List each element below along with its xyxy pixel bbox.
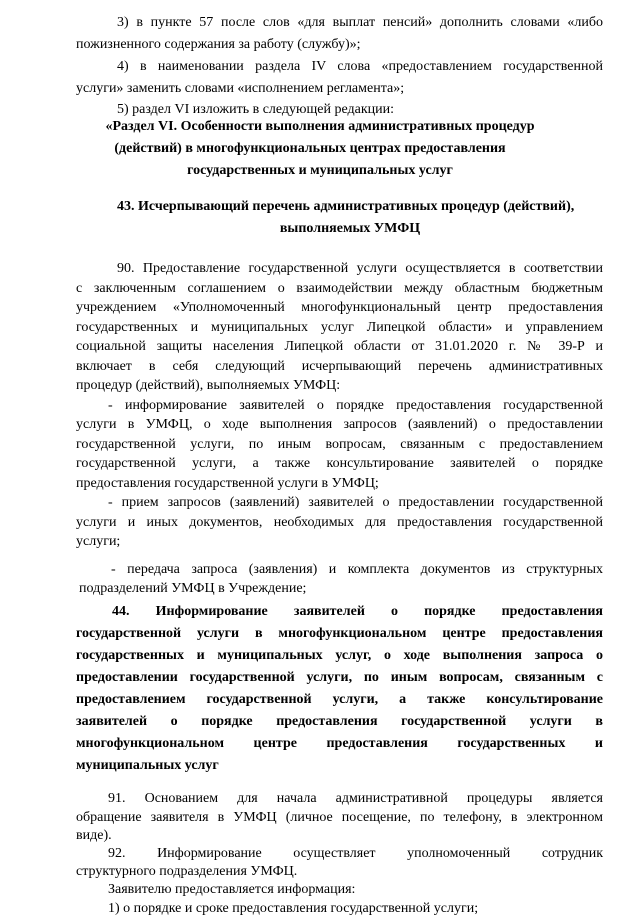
section-heading-line: (действий) в многофункциональных центрах предоставления [114,141,506,156]
section-heading-line: «Раздел VI. Особенности выполнения административных процедур [105,119,535,134]
document-page: 3) в пункте 57 после слов «для выплат пенсий» дополнить словами «либо пожизненного содержания за работу (службу)»; 4) в наименовании раздела IV слова «предоставлением государственной услуги» заменить словами «исполнением регламента»; 5) раздел VI изложить в следующей редакции: «Раздел VI. Особенности выполнения административных процедур (действий) в многофункциональных центрах предоставления государственных и муниципальных услуг 43. Исчерпывающий перечень административных процедур (действий), выполняемых УМФЦ 90. Предоставление государственной услуги осуществляется в соответствии с заключенным соглашением о взаимодействии между областным бюджетным учреждением «Уполномоченный многофункциональный центр предоставления государственных и муниципальных услуг Липецкой области» и управлением социальной защиты населения Липецкой области от 31.01.2020 г. № 39-Р и включает в себя следующий исчерпывающий перечень административных процедур (действий), выполняемых УМФЦ: - информирование заявителей о порядке предоставления государственной услуги в УМФЦ, о ходе выполнения запросов (заявлений) о предоставлении государственной услуги, по иным вопросам, связанным с предоставлением государственной услуги, а также консультирование заявителей о порядке предоставления государственной услуги в УМФЦ; - прием запросов (заявлений) заявителей о предоставлении государственной услуги и иных документов, необходимых для предоставления государственной услуги; - передача запроса (заявления) и комплекта документов из структурных подразделений УМФЦ в Учреждение; 44. Информирование заявителей о порядке предоставления государственной услуги в многофункциональном центре предоставления государственных и муниципальных услуг, о ходе выполнения запроса о предоставлении государственной услуги, по иным вопросам, связанным с предоставлением государственной услуги, а также консультирование заявителей о порядке предоставления государственной услуги в многофункциональном центре предоставления государственных и муниципальных услуг 91. Основанием для начала административной процедуры является обращение заявителя в УМФЦ (личное посещение, по телефону, в электронном виде). 92. Информирование осуществляет уполномоченный сотрудник структурного подразделения УМФЦ. Заявителю предоставляется информация: 1) о порядке и сроке предоставления государственной услуги; [0,0,640,905]
subsection-heading-line: выполняемых УМФЦ [279,221,421,236]
section-heading-line: государственных и муниципальных услуг [187,163,453,178]
